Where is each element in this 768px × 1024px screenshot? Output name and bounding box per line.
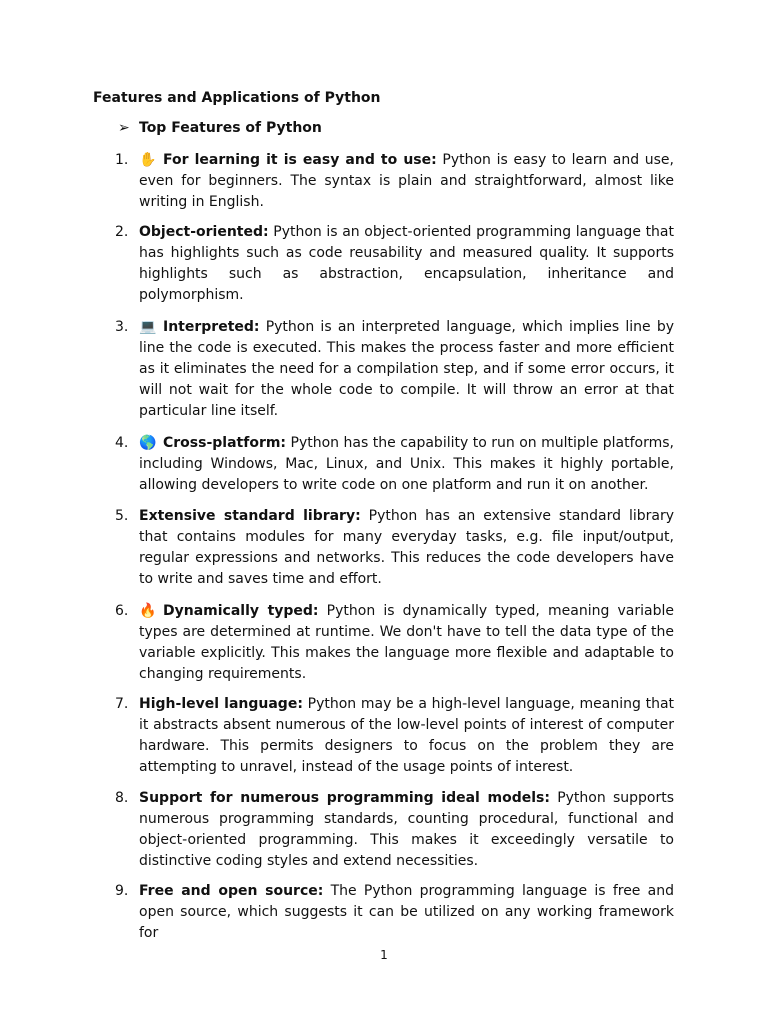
item-number: 4. [115,435,129,451]
list-item [115,788,674,872]
section-heading [118,118,322,138]
item-body: Python is dynamically typed, meaning variable types are determined at runtime. We don't have to tell the data type of the variable explicitly. This makes the language more flexible and adaptable to changing requirements. [139,603,674,682]
item-number: 5. [115,508,129,524]
arrow-bullet-icon: ➢ [118,120,130,136]
item-title: Extensive standard library: [139,508,361,524]
item-title: Cross-platform: [163,435,287,451]
item-body: Python is an interpreted language, which implies line by line the code is executed. This makes the process faster and more efficient as it eliminates the need for a compilation step, and if some error occurs, it will not wait for the whole code to compile. It will throw an error at that particular line itself. [139,319,674,419]
item-title: Object-oriented: [139,224,269,240]
item-title: For learning it is easy and to use: [163,152,437,168]
item-text [139,788,674,872]
list-item [115,881,674,944]
item-number: 8. [115,790,129,806]
list-item [115,222,674,306]
item-body: Python has the capability to run on multiple platforms, including Windows, Mac, Linux, and Unix. This makes it highly portable, allowing developers to write code on one platform and run it on another. [139,435,675,493]
item-text [139,317,674,422]
item-title: Interpreted: [163,319,260,335]
list-item [115,506,674,590]
section-heading-text: Top Features of Python [139,120,322,136]
list-item [115,150,674,213]
item-text [139,694,674,778]
item-body: Python has an extensive standard library that contains modules for many everyday tasks, e.g. file input/output, regular expressions and networks. This reduces the code developers have to write and saves time and effort. [139,508,675,587]
hand-icon: ✋ [139,152,157,168]
list-item [115,601,674,685]
fire-icon: 🔥 [139,603,157,619]
item-title: Dynamically typed: [163,603,319,619]
item-title: Support for numerous programming ideal models: [139,790,550,806]
item-text [139,433,674,496]
list-item [115,694,674,778]
item-text [139,506,674,590]
item-text [139,150,674,213]
item-body: Python may be a high-level language, meaning that it abstracts absent numerous of the low-level points of interest of computer hardware. This permits designers to focus on the problem they are attempting to unravel, instead of the usage points of interest. [139,696,675,775]
document-title: Features and Applications of Python [93,90,381,106]
item-body: Python is an object-oriented programming language that has highlights such as code reusability and measured quality. It supports highlights such as abstraction, encapsulation, inheritance and polymorphism. [139,224,674,303]
item-number: 2. [115,224,129,240]
item-body: Python is easy to learn and use, even for beginners. The syntax is plain and straightforward, almost like writing in English. [139,152,674,210]
item-body: The Python programming language is free and open source, which suggests it can be utilized on any working framework for [139,883,675,941]
item-number: 9. [115,883,129,899]
item-title: High-level language: [139,696,303,712]
item-text [139,222,674,306]
item-title: Free and open source: [139,883,324,899]
laptop-icon: 💻 [139,319,157,335]
item-number: 3. [115,319,129,335]
item-number: 7. [115,696,129,712]
page-number: 1 [380,948,388,962]
item-text [139,881,674,944]
list-item [115,433,674,496]
item-number: 1. [115,152,129,168]
list-item [115,317,674,422]
item-number: 6. [115,603,129,619]
item-body: Python supports numerous programming standards, counting procedural, functional and object-oriented programming. This makes it exceedingly versatile to distinctive coding styles and extend necessities. [139,790,674,869]
globe-icon: 🌎 [139,435,157,451]
item-text [139,601,674,685]
